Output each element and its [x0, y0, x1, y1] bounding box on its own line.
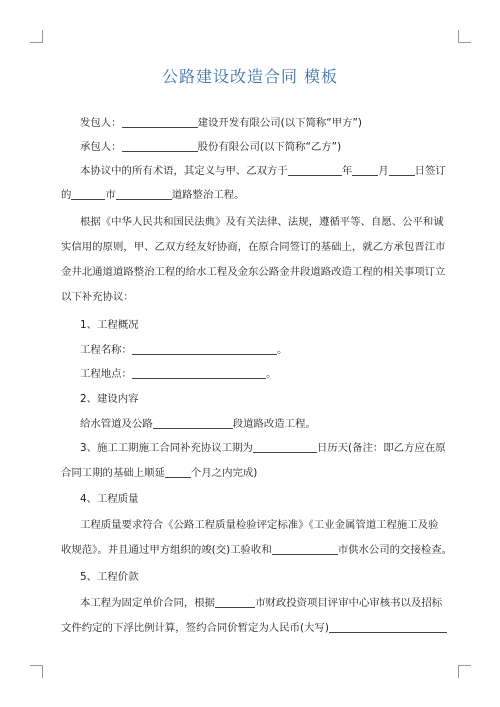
paragraph-basis-line3: 金井北通道道路整治工程的给水工程及金东公路金井段道路改造工程的相关事项订立: [61, 266, 446, 278]
blank-extension-months[interactable]: [165, 466, 191, 478]
section-2-heading: 2、建设内容: [80, 393, 139, 405]
clause-contractor: 承包人： 股份有限公司(以下简称“乙方”): [80, 141, 342, 153]
quality-line2: 收规范》。并且通过甲方组织的竣(交)工验收和 市供水公司的交接检查。: [61, 544, 453, 556]
blank-project-location[interactable]: [132, 367, 266, 379]
crop-mark-bottom-right: [458, 665, 471, 678]
section-1-heading: 1、工程概况: [80, 319, 139, 331]
blank-road-section[interactable]: [153, 417, 233, 429]
price-line1: 本工程为固定单价合同，根据 市财政投资项目评审中心审核书以及招标: [80, 597, 443, 609]
section-3-duration-cont: 合同工期的基础上顺延 个月之内完成): [61, 467, 258, 479]
blank-contractor-name[interactable]: [122, 140, 198, 152]
section-5-heading: 5、工程价款: [80, 571, 139, 583]
paragraph-basis-line1: 根据《中华人民共和国民法典》及有关法律、法规，遵循平等、自愿、公平和诚: [80, 216, 444, 228]
blank-contract-amount[interactable]: [329, 621, 447, 633]
clause-employer: 发包人： 建设开发有限公司(以下简称“甲方”): [80, 117, 362, 129]
paragraph-basis-line2: 实信用的原则，甲、乙双方经友好协商，在原合同签订的基础上，就乙方承包晋江市: [61, 241, 446, 253]
clause-terms: 本协议中的所有术语，其定义与甲、乙双方于 年 月 日签订: [80, 165, 446, 177]
blank-finance-city[interactable]: [215, 596, 255, 608]
blank-day[interactable]: [389, 164, 415, 176]
blank-city[interactable]: [71, 188, 105, 200]
quality-line1: 工程质量要求符合《公路工程质量检验评定标准》《工业金属管道工程施工及验: [80, 519, 439, 531]
blank-month[interactable]: [352, 164, 378, 176]
paragraph-basis-line4: 以下补充协议：: [61, 291, 134, 303]
blank-road[interactable]: [116, 188, 172, 200]
crop-mark-top-right: [458, 30, 471, 43]
document-title: 公路建设改造合同 模板: [161, 67, 339, 86]
section-4-heading: 4、工程质量: [80, 493, 139, 505]
clause-terms-cont: 的 市 道路整治工程。: [61, 189, 245, 201]
blank-year[interactable]: [288, 164, 342, 176]
project-location-row: 工程地点： 。: [80, 368, 277, 380]
blank-employer-name[interactable]: [122, 116, 198, 128]
blank-project-name[interactable]: [132, 343, 277, 355]
project-name-row: 工程名称： 。: [80, 344, 288, 356]
section-3-duration: 3、施工工期施工合同补充协议工期为 日历天(备注：即乙方应在原: [80, 442, 446, 454]
crop-mark-bottom-left: [30, 665, 43, 678]
blank-calendar-days[interactable]: [253, 441, 317, 453]
price-line2: 文件约定的下浮比例计算，签约合同价暂定为人民币(大写): [61, 621, 447, 635]
blank-water-city[interactable]: [272, 543, 338, 555]
construction-content-row: 给水管道及公路 段道路改造工程。: [80, 418, 316, 430]
crop-mark-top-left: [30, 30, 43, 43]
